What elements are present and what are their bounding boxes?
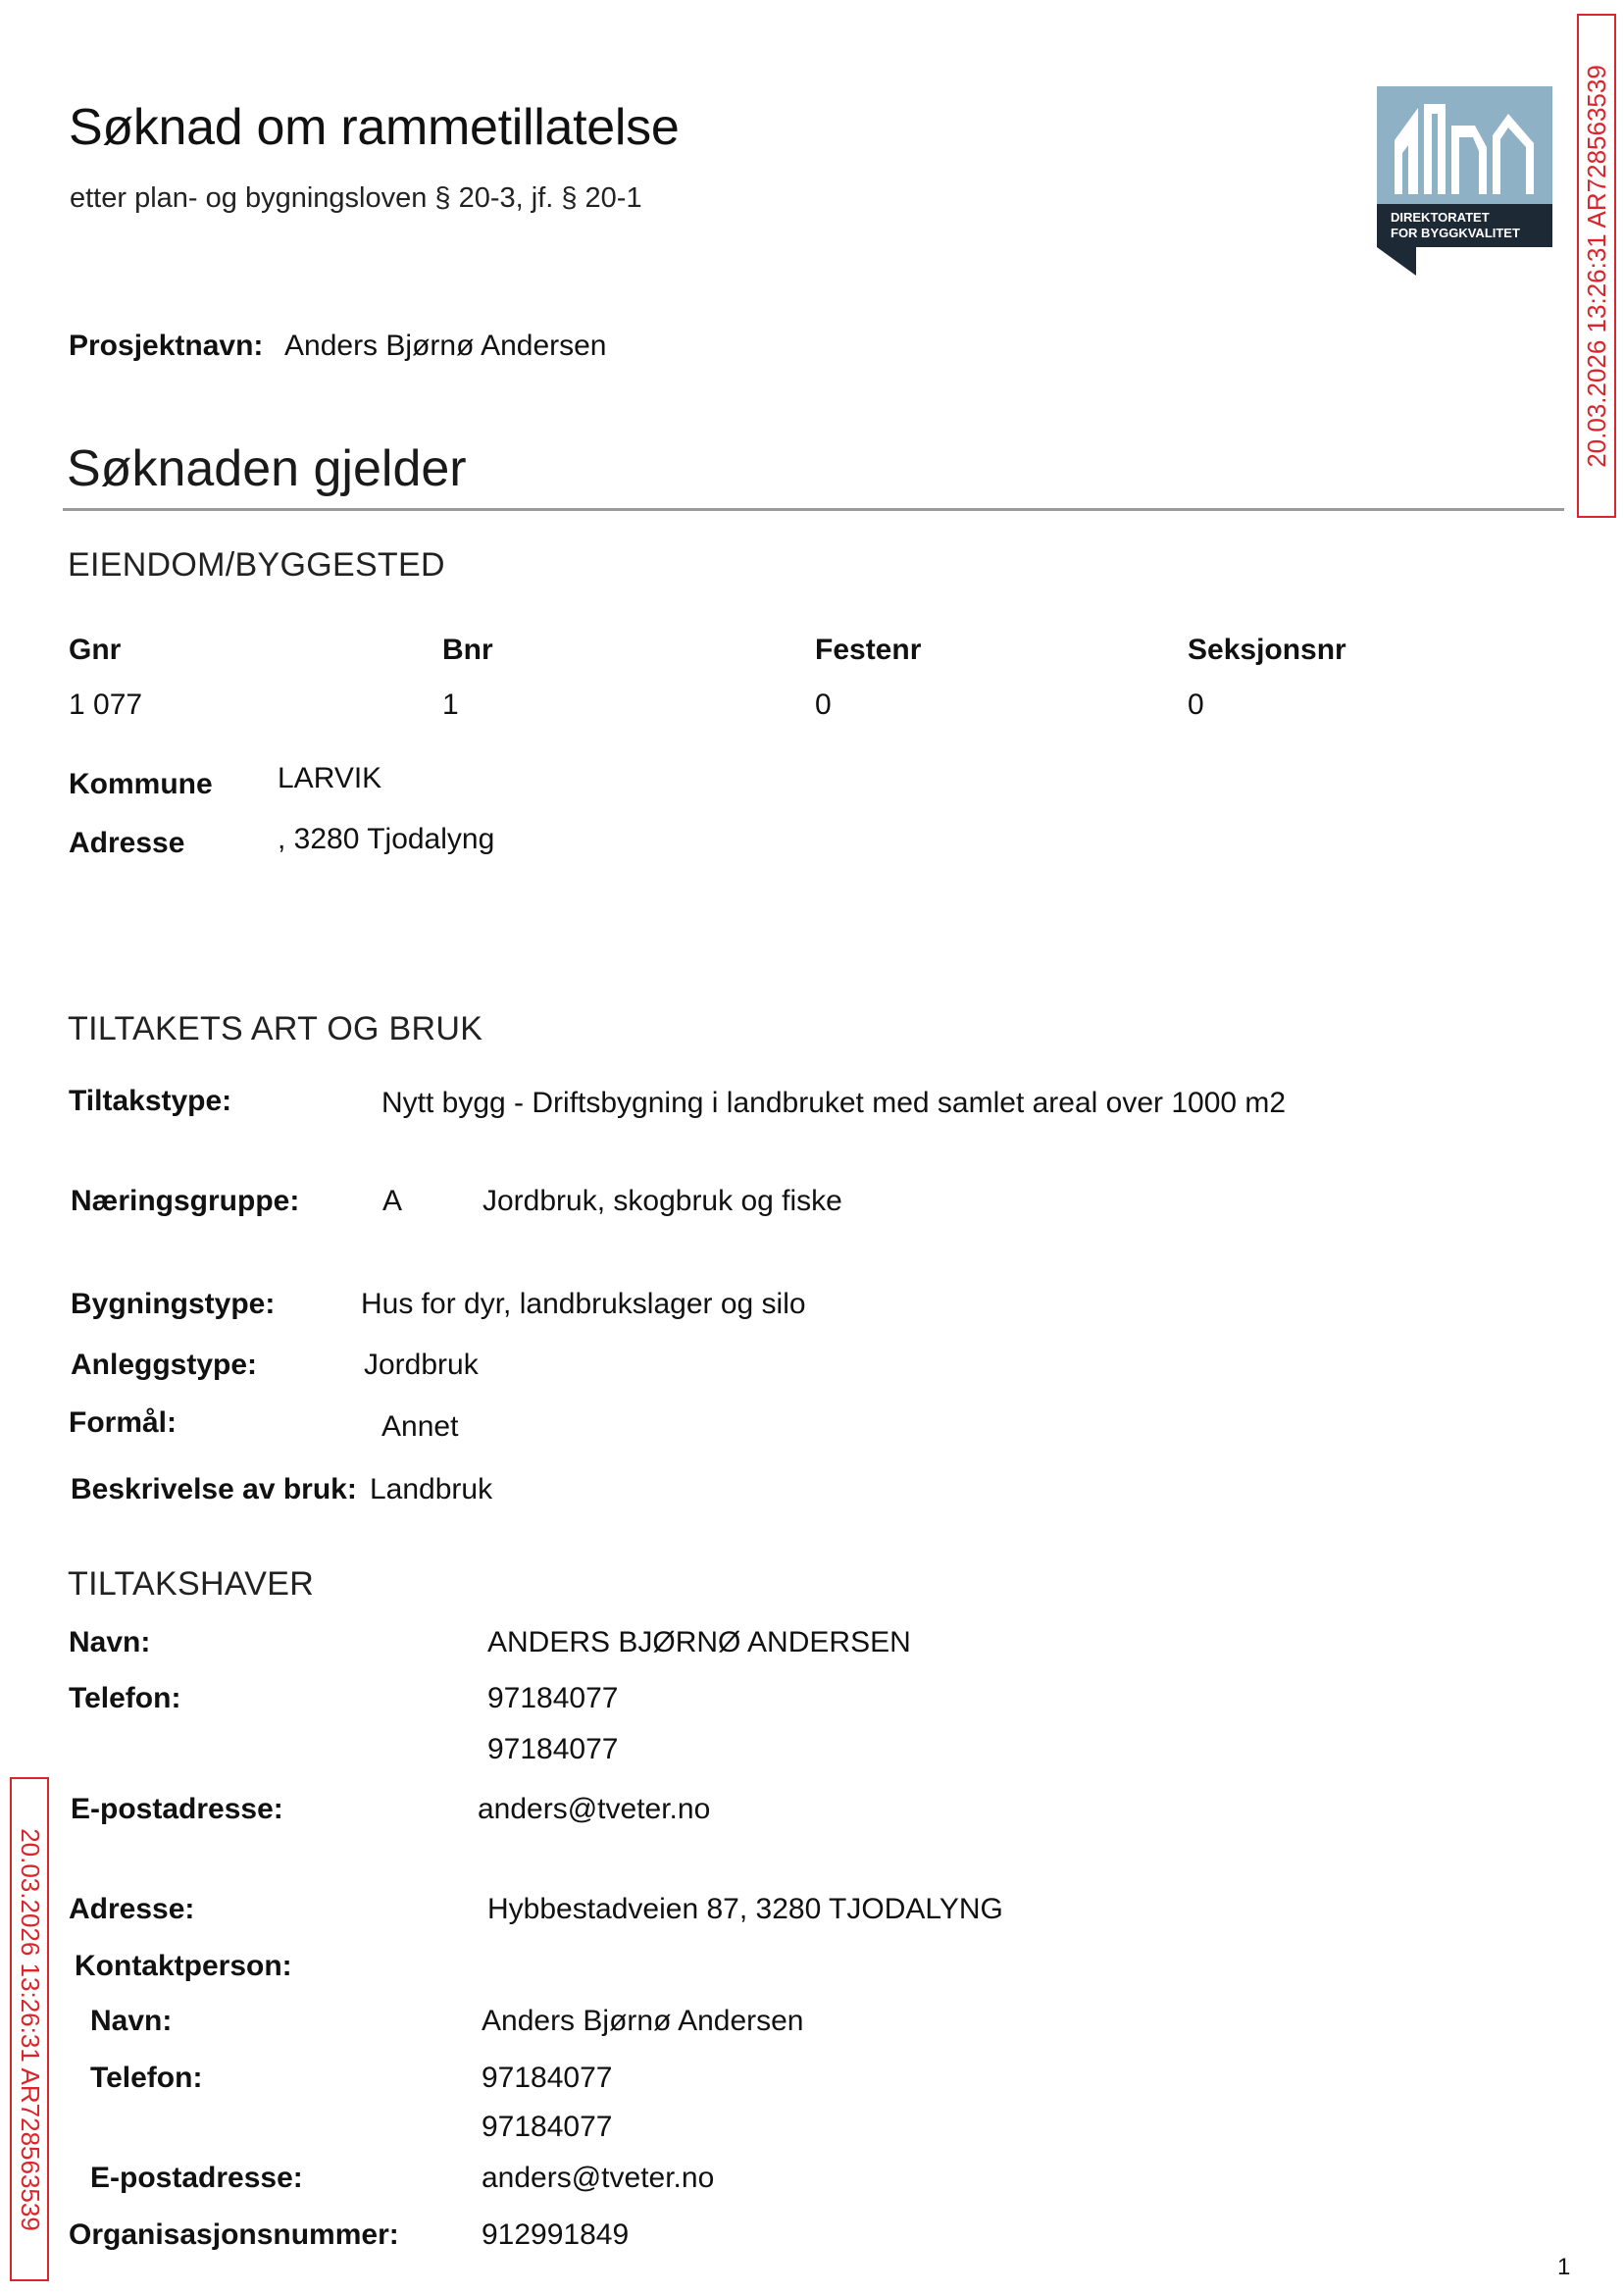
naeringsgruppe-label: Næringsgruppe:	[71, 1185, 300, 1217]
naeringsgruppe-code: A	[382, 1185, 403, 1217]
stamp-left-text: 20.03.2026 13:26:31 AR728563539	[15, 1827, 45, 2231]
bnr-value: 1	[442, 688, 459, 721]
tiltakstype-label: Tiltakstype:	[69, 1085, 232, 1117]
logo-text-line2: FOR BYGGKVALITET	[1391, 226, 1520, 240]
kontakt-epost-value: anders@tveter.no	[482, 2162, 715, 2194]
tiltakstype-value: Nytt bygg - Driftsbygning i landbruket med samlet areal over 1000 m2	[381, 1087, 1287, 1119]
kontakt-telefon-label: Telefon:	[90, 2062, 203, 2094]
document-subtitle: etter plan- og bygningsloven § 20-3, jf. § 20-1	[70, 182, 642, 214]
formal-label: Formål:	[69, 1406, 178, 1439]
document-title: Søknad om rammetillatelse	[69, 99, 680, 156]
logo-text-line1: DIREKTORATET	[1391, 210, 1490, 225]
tiltakshaver-heading: TILTAKSHAVER	[68, 1565, 315, 1603]
festenr-value: 0	[815, 688, 832, 721]
page-number: 1	[1557, 2254, 1571, 2280]
anleggstype-value: Jordbruk	[364, 1349, 479, 1381]
beskrivelse-label: Beskrivelse av bruk:	[71, 1473, 357, 1505]
stamp-right-text: 20.03.2026 13:26:31 AR728563539	[1581, 64, 1611, 468]
kontaktperson-label: Kontaktperson:	[75, 1950, 292, 1982]
kommune-value: LARVIK	[278, 762, 382, 794]
tiltakshaver-telefon-label: Telefon:	[69, 1682, 181, 1714]
project-value: Anders Bjørnø Andersen	[284, 330, 607, 362]
anleggstype-label: Anleggstype:	[71, 1349, 258, 1381]
tiltakshaver-epost-value: anders@tveter.no	[478, 1793, 711, 1825]
formal-value: Annet	[381, 1410, 459, 1443]
adresse-label: Adresse	[69, 827, 185, 859]
beskrivelse-value: Landbruk	[370, 1473, 493, 1505]
bygningstype-label: Bygningstype:	[71, 1288, 276, 1320]
gnr-label: Gnr	[69, 634, 122, 666]
dibk-logo	[1377, 86, 1552, 276]
seksjonsnr-value: 0	[1188, 688, 1204, 721]
kommune-label: Kommune	[69, 768, 213, 800]
kontakt-epost-label: E-postadresse:	[90, 2162, 303, 2194]
section-title: Søknaden gjelder	[67, 440, 467, 497]
kontakt-telefon-value-1: 97184077	[482, 2062, 613, 2094]
kontakt-navn-value: Anders Bjørnø Andersen	[482, 2005, 804, 2037]
tiltakshaver-adresse-label: Adresse:	[69, 1893, 195, 1925]
tiltakshaver-telefon-value-2: 97184077	[487, 1733, 619, 1765]
kontakt-telefon-value-2: 97184077	[482, 2111, 613, 2143]
tiltakshaver-adresse-value: Hybbestadveien 87, 3280 TJODALYNG	[487, 1893, 1003, 1925]
timestamp-stamp-right	[1577, 14, 1616, 518]
adresse-value: , 3280 Tjodalyng	[278, 823, 495, 855]
project-label: Prosjektnavn:	[69, 330, 264, 362]
dibk-logo-icon	[1377, 86, 1552, 276]
section-divider	[63, 508, 1564, 511]
tiltak-heading: TILTAKETS ART OG BRUK	[68, 1010, 483, 1047]
timestamp-stamp-left	[10, 1777, 49, 2281]
organisasjonsnummer-value: 912991849	[482, 2218, 630, 2251]
naeringsgruppe-value: Jordbruk, skogbruk og fiske	[482, 1185, 842, 1217]
bygningstype-value: Hus for dyr, landbrukslager og silo	[361, 1288, 806, 1320]
eiendom-heading: EIENDOM/BYGGESTED	[68, 546, 445, 584]
kontakt-navn-label: Navn:	[90, 2005, 173, 2037]
festenr-label: Festenr	[815, 634, 922, 666]
tiltakshaver-navn-label: Navn:	[69, 1626, 151, 1658]
bnr-label: Bnr	[442, 634, 493, 666]
organisasjonsnummer-label: Organisasjonsnummer:	[69, 2218, 399, 2251]
seksjonsnr-label: Seksjonsnr	[1188, 634, 1346, 666]
tiltakshaver-navn-value: ANDERS BJØRNØ ANDERSEN	[487, 1626, 911, 1658]
gnr-value: 1 077	[69, 688, 143, 721]
tiltakshaver-telefon-value-1: 97184077	[487, 1682, 619, 1714]
tiltakshaver-epost-label: E-postadresse:	[71, 1793, 283, 1825]
